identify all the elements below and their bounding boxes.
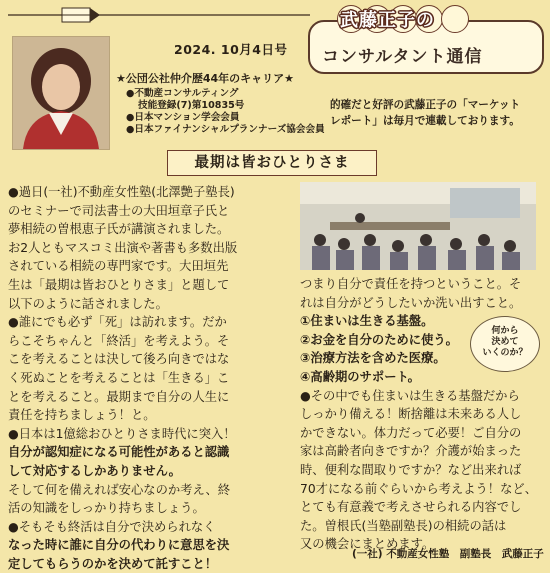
pencil-graphic (0, 2, 330, 28)
career-line: ★公団公社仲介歴44年のキャリア★ (116, 72, 295, 85)
credential-item: ●不動産コンサルティング (126, 88, 239, 99)
title-circle (441, 5, 469, 33)
credential-item: ●日本ファイナンシャルプランナーズ協会会員 (126, 124, 325, 135)
column-intro: 的確だと好評の武藤正子の「マーケット レポート」は毎月で連載しております。 (330, 99, 521, 127)
issue-date: 2024. 10月4日号 (174, 42, 288, 57)
author-photo (12, 36, 110, 150)
speech-bubble: 何から 決めて いくのか？ (470, 316, 540, 372)
column-subtitle: コンサルタント通信 (322, 47, 483, 67)
credential-item: 技能登録(7)第10835号 (138, 100, 245, 111)
article-heading: 最期は皆おひとりさま (167, 150, 377, 176)
seminar-photo (300, 182, 536, 270)
article-left-column: ●過日(一社)不動産女性塾(北澤艶子塾長) のセミナーで司法書士の大田垣章子氏と 夢相続の曽根恵子氏が講演されました。 お2人ともマスコミ出演や著書も多数出版 されている相続の専門家です。大田垣先 生は「最期は皆おひとりさま」と題して 以下のように話されました。 ●誰にでも必ず「死」は訪れます。だか らこそちゃんと「終活」を考えよう。そ こを考えることは決して後ろ向きではな く死ぬことを考えることは「生きる」こ とを考えること。最期まで自分の人生に 責任を持ちましょう！と。 ●日本は1億総おひとりさま時代に突入！ 自分が認知症になる可能性があると認識 して対応するしかありません。 そして何を備えれば安心なのか考え、終 活の知識をしっかり持ちましょう。 ●そもそも終活は自分で決められなく なった時に誰に自分の代わりに意思を決 定してもらうのかを決めて託すこと！ (8, 185, 238, 571)
credential-item: ●日本マンション学会会員 (126, 112, 240, 123)
author-signature: (一社) 不動産女性塾 副塾長 武藤正子 (352, 548, 544, 560)
column-title: 武藤正子の (340, 10, 435, 31)
article-right-column: つまり自分で責任を持つということ。そ れは自分がどうしたいか洗い出すこと。 ①住まいは生きる基盤。 ②お金を自分のために使う。 ③治療方法を含めた医療。 ④高齢期のサポート。 ●その中でも住まいは生きる基盤だから しっかり備える！断捨離は未来ある人し かできない。体力だって必要！ご自分の 家は高齢者向きですか？介護が始まった 時、便利な間取りですか？など出来れば 70才になる前ぐらいから考えよう！など、 とても有意義で考えさせられる内容でし た。曽根氏(当塾副塾長)の相続の話は 又の機会にまとめます。 (300, 277, 537, 552)
